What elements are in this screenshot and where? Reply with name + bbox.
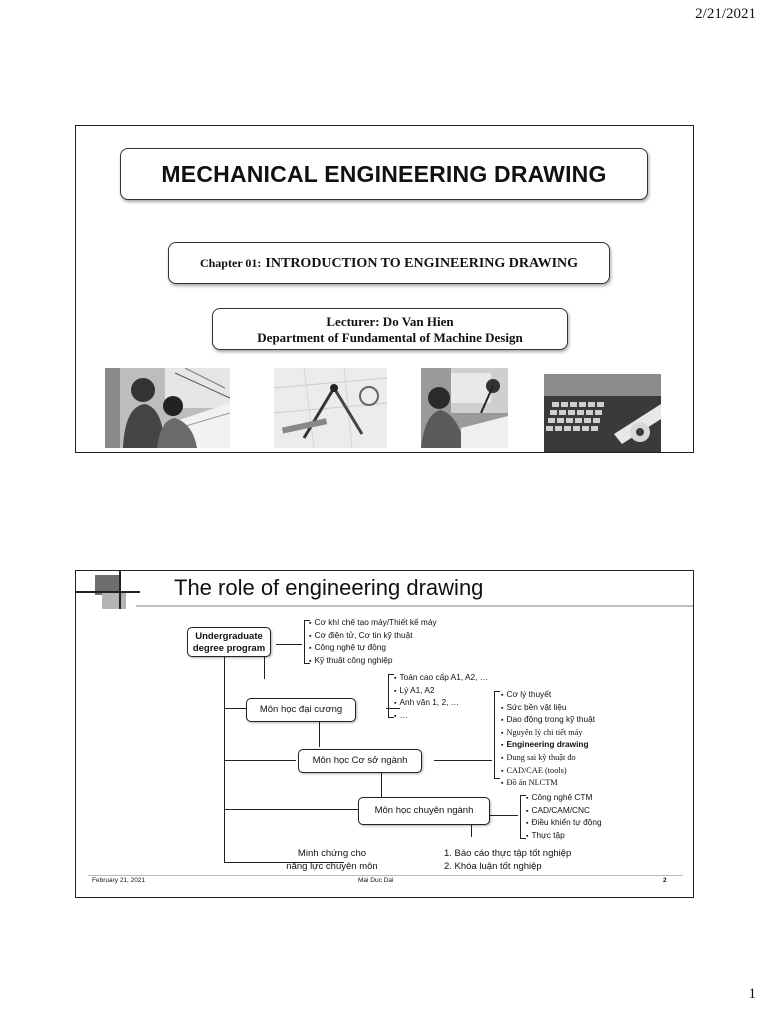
- footer-page: 2: [663, 877, 667, 884]
- footer-author: Mai Duc Dai: [358, 877, 394, 884]
- chapter-prefix: Chapter 01:: [199, 256, 262, 270]
- person-at-desk-photo: [421, 368, 508, 448]
- corner-line-v: [119, 571, 121, 609]
- chapter-title: INTRODUCTION TO ENGINEERING DRAWING: [265, 256, 579, 271]
- corner-line-h: [76, 591, 140, 593]
- course-title: MECHANICAL ENGINEERING DRAWING: [161, 161, 607, 187]
- page-date: 2/21/2021: [695, 6, 756, 22]
- department-name: Department of Fundamental of Machine Design: [257, 330, 523, 345]
- lecturer-name: Lecturer: Do Van Hien: [326, 314, 454, 329]
- list-general: ▪ Toán cao cấp A1, A2, … ▪ Lý A1, A2 ▪ Anh văn 1, 2, … ▪ …: [394, 672, 488, 722]
- title-underline: [136, 605, 693, 607]
- lecturer-box: [212, 308, 568, 350]
- list-specialized: ▪ Công nghệ CTM ▪ CAD/CAM/CNC ▪ Điều khiển tự động ▪ Thực tập: [526, 792, 602, 842]
- node-general: Môn học đại cương: [246, 698, 356, 722]
- evidence-text: Minh chứng cho năng lực chuyên môn: [286, 848, 378, 872]
- slide-1: [75, 125, 694, 453]
- footer-rule: [88, 875, 683, 876]
- title-box: [120, 148, 648, 200]
- list-foundation: ▪ Cơ lý thuyết ▪ Sức bền vật liệu ▪ Dao động trong kỹ thuật ▪ Nguyên lý chi tiết máy ▪ Engineering drawing ▪ Dung sai kỹ thuật đo ▪ CAD/CAE (tools) ▪ Đồ án NLCTM: [501, 689, 595, 790]
- bracket-foundation: [494, 691, 500, 779]
- page-number: 1: [748, 986, 756, 1002]
- node-undergraduate: Undergraduate degree program: [187, 627, 271, 657]
- outcomes-list: 1. Báo cáo thực tập tốt nghiệp 2. Khóa luận tốt nghiệp: [444, 848, 572, 872]
- node-foundation: Môn học Cơ sở ngành: [298, 749, 422, 773]
- compass-tools-photo: [274, 368, 387, 448]
- corner-square-light: [102, 593, 126, 609]
- list-programs: ▪ Cơ khí chế tạo máy/Thiết kế máy ▪ Cơ điện tử, Cơ tin kỹ thuật ▪ Công nghệ tự động ▪ Kỹ thuật công nghiệp: [309, 617, 437, 667]
- slide-2: [75, 570, 694, 898]
- students-drawing-photo: [105, 368, 230, 448]
- slide-title: The role of engineering drawing: [174, 575, 484, 600]
- footer-date: February 21, 2021: [92, 877, 146, 884]
- chapter-box: [168, 242, 610, 284]
- node-specialized: Môn học chuyên ngành: [358, 797, 490, 825]
- keyboard-ruler-photo: [544, 374, 661, 452]
